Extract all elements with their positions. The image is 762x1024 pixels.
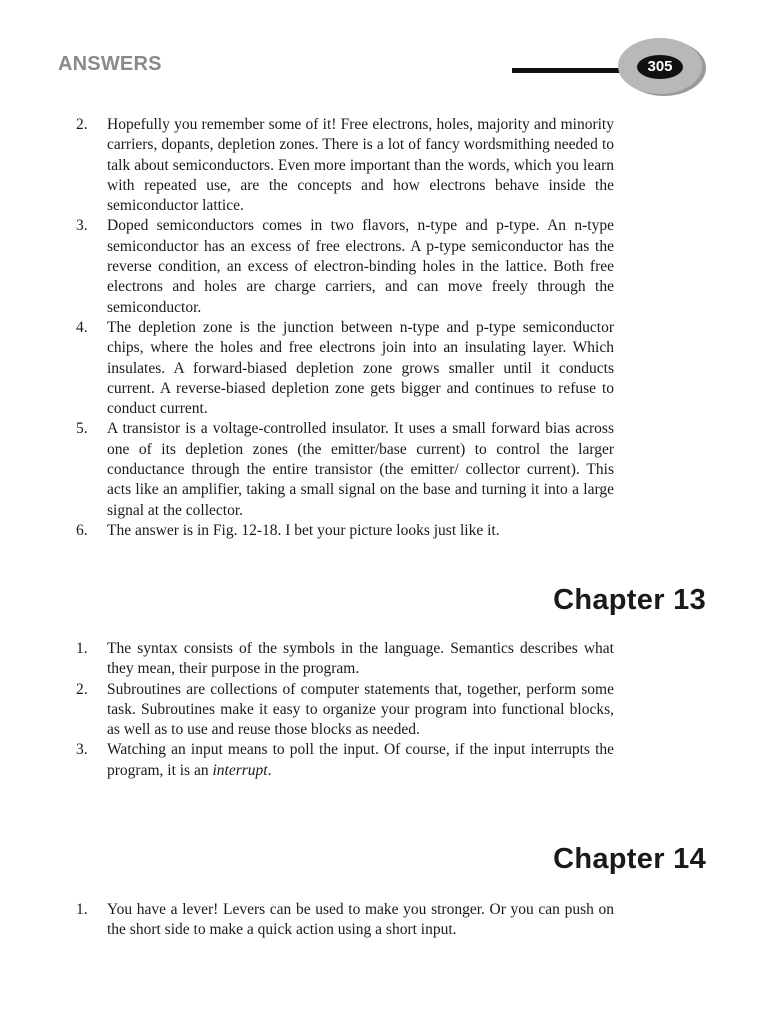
answer-text: The depletion zone is the junction between n-type and p-type semiconductor chips, where the holes and free electrons join into an insulating layer. Which insulates. A forward-biased depletion zone grows smaller until it conducts current. A reverse-biased depletion zone gets bigger and continues to refuse to conduct current.: [107, 318, 614, 418]
chapter-14-heading: Chapter 14: [553, 843, 706, 875]
page-number: 305: [647, 58, 673, 75]
answer-number: 4.: [76, 318, 88, 336]
answer-item: [0, 115, 614, 216]
answer-item: [0, 318, 614, 419]
answer-text: The answer is in Fig. 12-18. I bet your picture looks just like it.: [107, 521, 500, 539]
answers-chapter-13: [0, 639, 614, 781]
answer-item: [0, 216, 614, 317]
answer-number: 2.: [76, 116, 88, 133]
answer-number: 5.: [76, 420, 88, 438]
answer-text: You have a lever! Levers can be used to make you stronger. Or you can push on the short side to make a quick action using a short input.: [107, 901, 614, 939]
running-head: ANSWERS: [58, 53, 162, 75]
answer-item: [0, 740, 614, 781]
answer-text: A transistor is a voltage-controlled insulator. It uses a small forward bias across one of its depletion zones (the emitter/base current) to control the larger conductance through the entire transistor (the emitter/ collector current). This acts like an amplifier, taking a small signal on the base and turning it into a large signal at the collector.: [107, 420, 614, 519]
answers-chapter-14: [0, 900, 614, 941]
answer-number: 1.: [76, 640, 88, 657]
answer-text: Watching an input means to poll the input. Of course, if the input interrupts the program, it is an: [107, 741, 614, 779]
answer-number: 3.: [76, 741, 88, 759]
answers-chapter-12: [0, 115, 614, 541]
answer-item: [0, 419, 614, 520]
answer-item: [0, 639, 614, 680]
chapter-13-heading: Chapter 13: [553, 584, 706, 616]
answer-number: 6.: [76, 521, 88, 539]
answer-tail: .: [267, 761, 272, 779]
answer-item: [0, 521, 614, 541]
answer-item: [0, 680, 614, 741]
answer-number: 1.: [76, 901, 88, 918]
answer-number: 2.: [76, 680, 88, 698]
answer-text: Subroutines are collections of computer statements that, together, perform some task. Subroutines make it easy to organize your program into functional blocks, as well as to use and reuse those blocks as needed.: [107, 680, 614, 739]
answer-number: 3.: [76, 217, 88, 235]
answer-item: [0, 900, 614, 941]
answer-text: Hopefully you remember some of it! Free electrons, holes, majority and minority carriers, dopants, depletion zones. There is a lot of fancy wordsmithing needed to talk about semiconductors. Even more important than the words, which you learn with repeated use, are the concepts and how electrons behave inside the semiconductor lattice.: [107, 116, 614, 215]
answer-text: Doped semiconductors comes in two flavors, n-type and p-type. An n-type semiconductor has an excess of free electrons. A p-type semiconductor has the reverse condition, an excess of electron-binding holes in the lattice. Both free electrons and holes are charge carriers, and can move freely through the semiconductor.: [107, 217, 614, 316]
answer-text: The syntax consists of the symbols in the language. Semantics describes what they mean, their purpose in the program.: [107, 640, 614, 678]
answer-emphasis: interrupt: [212, 761, 268, 779]
